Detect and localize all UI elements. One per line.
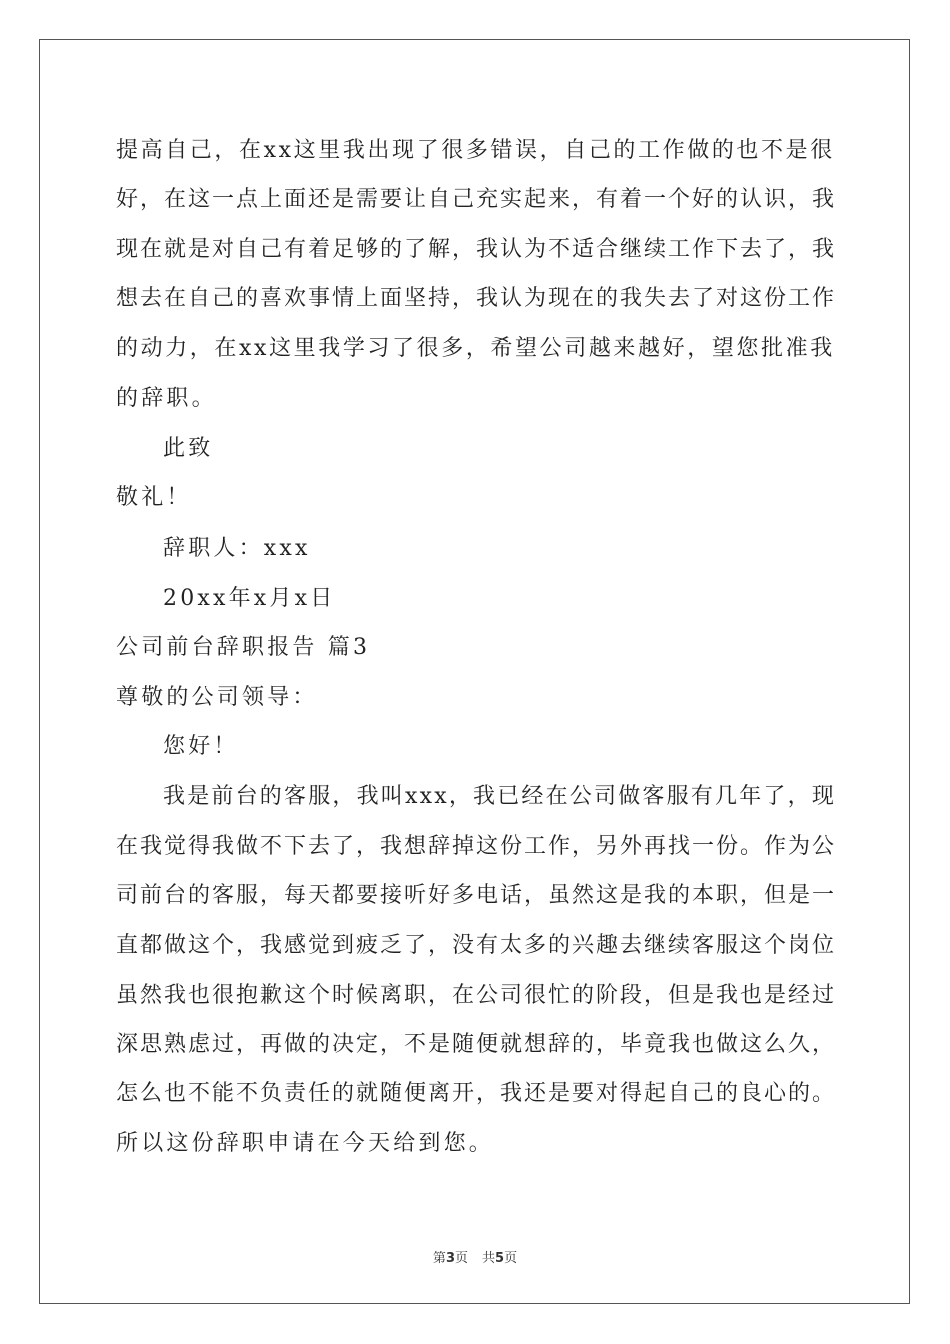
body-text-line: 提高自己，在xx这里我出现了很多错误，自己的工作做的也不是很 xyxy=(116,138,835,163)
body-text-line: 所以这份辞职申请在今天给到您。 xyxy=(116,1131,495,1156)
page-total: 共5页 xyxy=(482,1251,518,1266)
closing-salutation: 此致 xyxy=(163,436,214,461)
body-text-line: 的动力，在xx这里我学习了很多，希望公司越来越好，望您批准我 xyxy=(116,336,835,361)
body-text-line: 我是前台的客服，我叫xxx，我已经在公司做客服有几年了，现 xyxy=(163,784,837,809)
page-footer xyxy=(0,1247,950,1266)
closing-regards: 敬礼！ xyxy=(116,485,192,510)
page-number: 第3页 xyxy=(432,1251,468,1266)
body-text-line: 在我觉得我做不下去了，我想辞掉这份工作，另外再找一份。作为公 xyxy=(116,834,837,859)
body-text-line: 直都做这个，我感觉到疲乏了，没有太多的兴趣去继续客服这个岗位 xyxy=(116,933,837,958)
signatory: 辞职人：xxx xyxy=(163,536,311,561)
greeting: 您好！ xyxy=(163,734,239,759)
body-text-line: 深思熟虑过，再做的决定，不是随便就想辞的，毕竟我也做这么久， xyxy=(116,1032,837,1057)
body-text-line: 想去在自己的喜欢事情上面坚持，我认为现在的我失去了对这份工作 xyxy=(116,286,837,311)
body-text-line: 虽然我也很抱歉这个时候离职，在公司很忙的阶段，但是我也是经过 xyxy=(116,983,837,1008)
letter-addressee: 尊敬的公司领导： xyxy=(116,685,318,710)
section-heading: 公司前台辞职报告 篇3 xyxy=(116,635,371,660)
page-frame xyxy=(39,39,910,1304)
body-text-line: 好，在这一点上面还是需要让自己充实起来，有着一个好的认识，我 xyxy=(116,187,837,212)
body-text-line: 怎么也不能不负责任的就随便离开，我还是要对得起自己的良心的。 xyxy=(116,1081,837,1106)
signature-date: 20xx年x月x日 xyxy=(163,586,336,611)
body-text-line: 现在就是对自己有着足够的了解，我认为不适合继续工作下去了，我 xyxy=(116,237,837,262)
body-text-line: 司前台的客服，每天都要接听好多电话，虽然这是我的本职，但是一 xyxy=(116,883,837,908)
body-text-line: 的辞职。 xyxy=(116,386,217,411)
